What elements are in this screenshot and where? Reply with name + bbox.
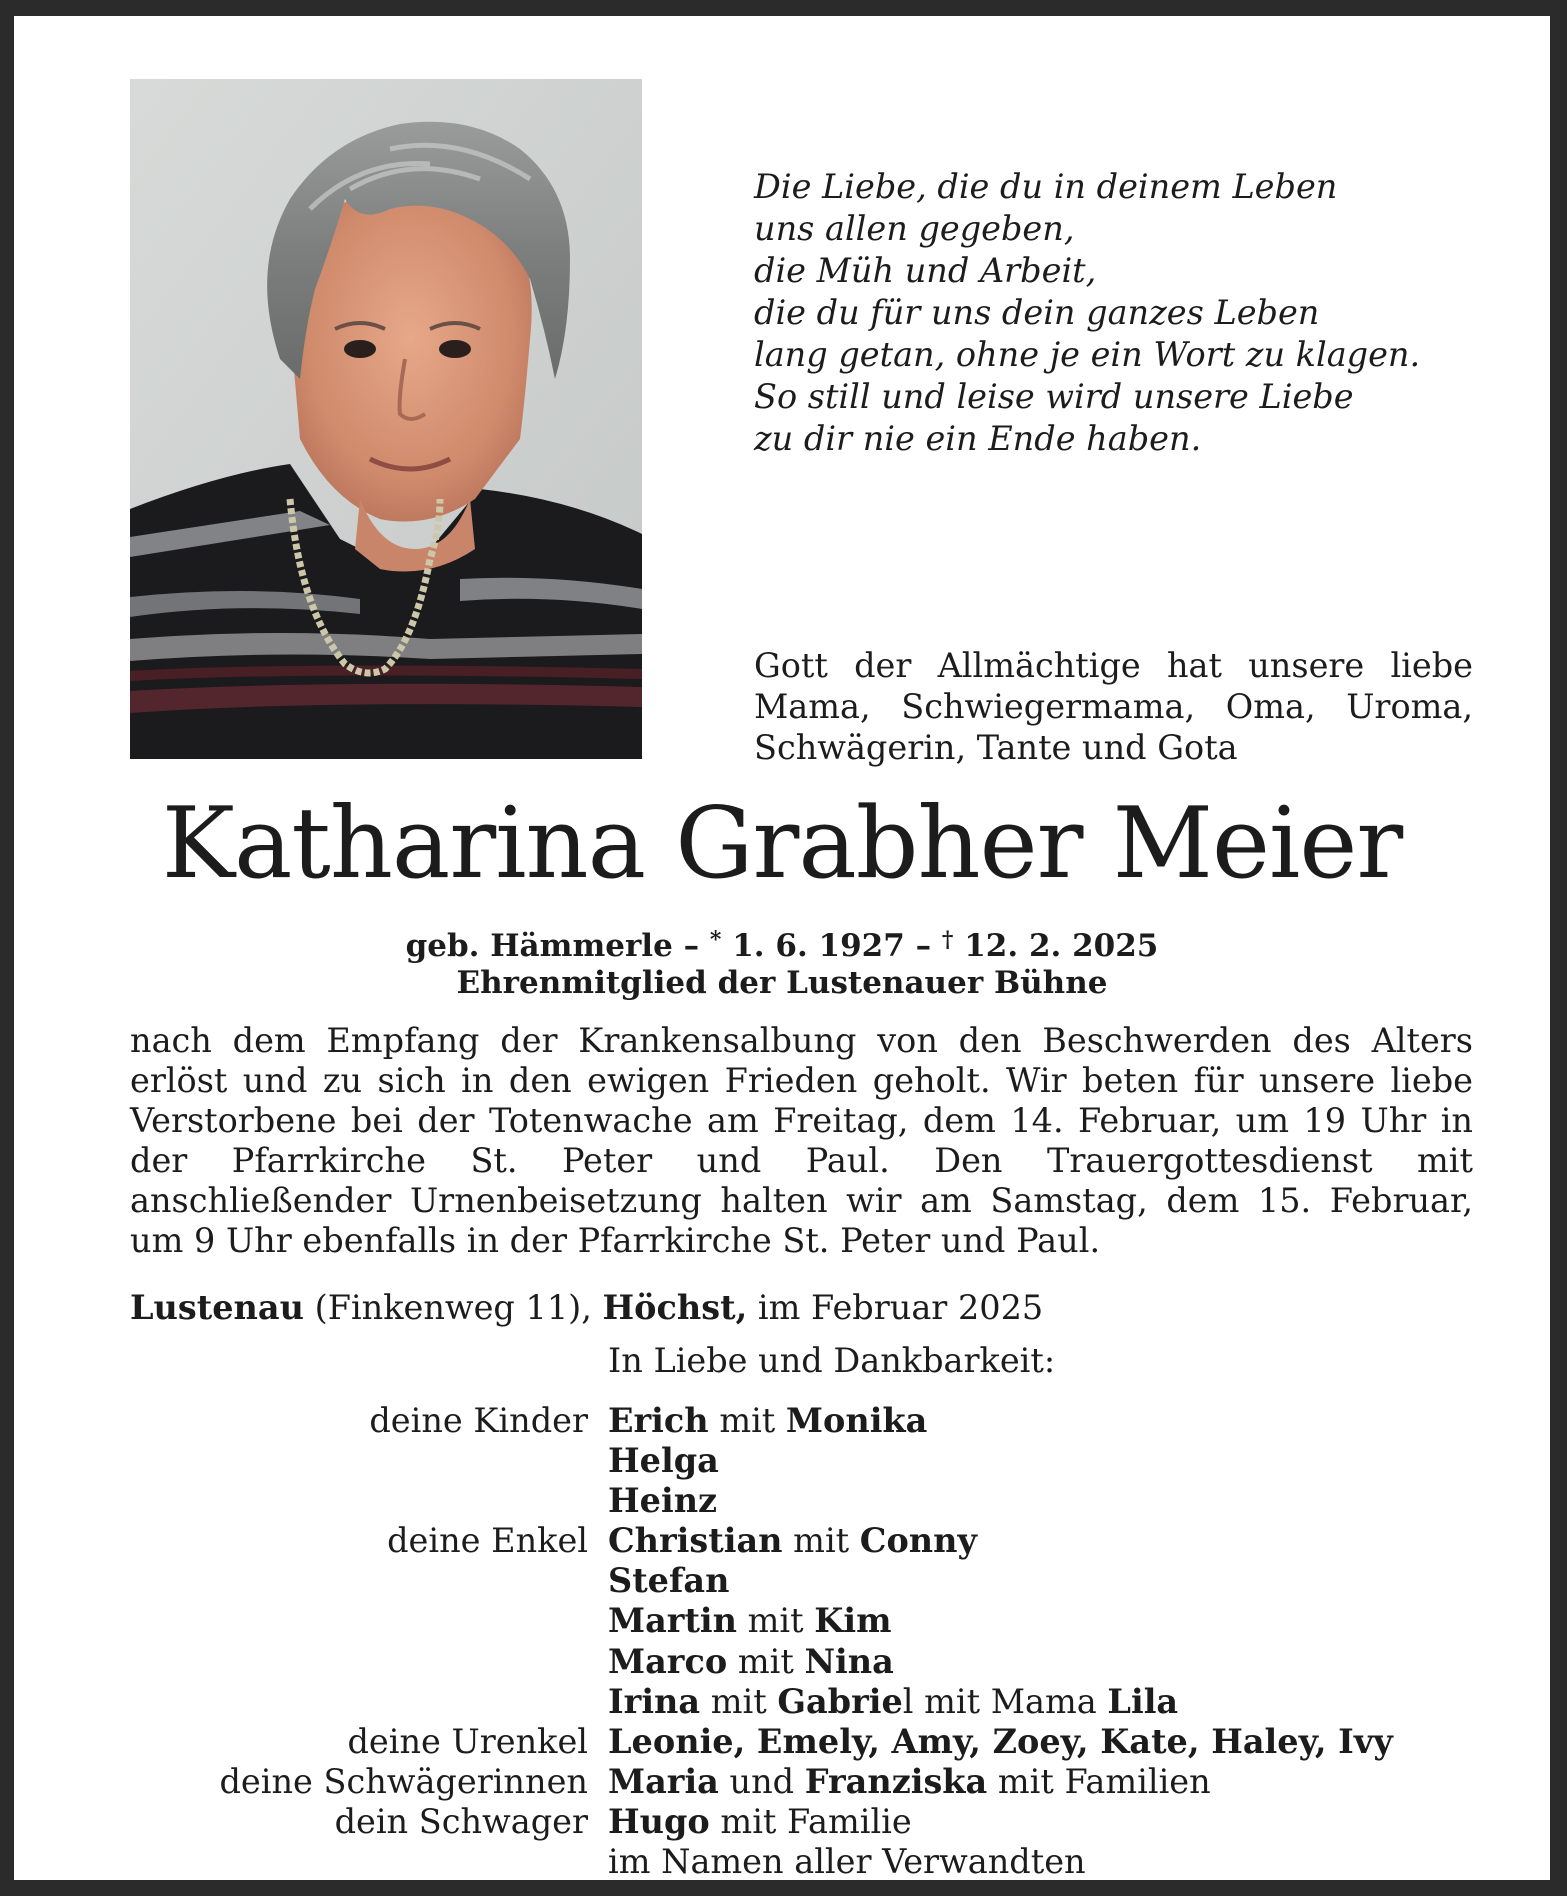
family-connector: im Namen aller Verwandten (608, 1842, 1086, 1882)
family-name: Irina (608, 1681, 701, 1721)
poem-line: lang getan, ohne je ein Wort zu klagen. (754, 335, 1421, 374)
obituary-page (14, 16, 1550, 1880)
family-connector: mit Familien (987, 1761, 1211, 1801)
family-name: Lila (1107, 1681, 1179, 1721)
poem-line: Die Liebe, die du in deinem Leben (754, 167, 1338, 206)
family-connector: mit (700, 1681, 778, 1721)
family-row (14, 1561, 1550, 1601)
family-row (14, 1802, 1550, 1842)
family-name: Martin (608, 1601, 737, 1641)
birth-mark: * (709, 927, 722, 953)
intro-text: Gott der Allmächtige hat unsere liebe Mama, Schwiegermama, Oma, Uroma, Schwägerin, Tante und Gota (754, 646, 1473, 767)
family-name: Gabrie (777, 1681, 903, 1721)
family-name: Stefan (608, 1561, 730, 1601)
honor-line: Ehrenmitglied der Lustenauer Bühne (456, 965, 1108, 1001)
poem (754, 166, 1420, 460)
family-names (608, 1682, 1178, 1722)
poem-line: die du für uns dein ganzes Leben (754, 293, 1320, 332)
family-name: Kim (814, 1601, 892, 1641)
life-dates (14, 922, 1550, 965)
deceased-name: Katharina Grabher Meier (161, 787, 1403, 901)
family-name: Franziska (804, 1761, 988, 1801)
family-names (608, 1762, 1211, 1802)
family-name: Helga (608, 1441, 719, 1481)
place-town-1: Lustenau (130, 1288, 304, 1327)
family-names (608, 1561, 729, 1601)
place-address: (Finkenweg 11), (303, 1288, 603, 1327)
family-row (14, 1842, 1550, 1882)
family-names (608, 1441, 719, 1481)
birth-date: 1. 6. 1927 (732, 928, 905, 964)
family-relation-label: deine Kinder (369, 1401, 588, 1440)
poem-line: die Müh und Arbeit, (754, 251, 1097, 290)
family-connector: mit (782, 1521, 860, 1561)
death-mark: † (941, 927, 954, 953)
family-row (14, 1441, 1550, 1481)
subtitle (14, 922, 1550, 1002)
family-name: Nina (804, 1641, 894, 1681)
family-row (14, 1481, 1550, 1521)
family-row (14, 1521, 1550, 1561)
place-date: im Februar 2025 (747, 1288, 1044, 1327)
family-relation-label: deine Urenkel (347, 1721, 588, 1761)
family-connector: mit (737, 1601, 815, 1641)
family-connector: mit (708, 1401, 786, 1440)
dash: – (683, 928, 700, 964)
body-text: nach dem Empfang der Krankensalbung von den Beschwerden des Alters erlöst und zu sich in den ewigen Frieden geholt. Wir beten für unsere liebe Verstorbene bei der Totenwache am Freitag, dem 14. Februar, um 19 Uhr in der Pfarrkirche St. Peter und Paul. Den Trauergottesdienst mit anschließender Urnenbeisetzung halten wir am Samstag, dem 15. Februar, um 9 Uhr ebenfalls in der Pfarrkirche St. Peter und Paul. (130, 1021, 1473, 1260)
family-names (608, 1642, 894, 1682)
family-list (14, 1401, 1550, 1882)
family-row (14, 1401, 1550, 1441)
family-relation-label: deine Enkel (387, 1521, 588, 1561)
family-name: Heinz (608, 1481, 718, 1521)
poem-line: zu dir nie ein Ende haben. (754, 419, 1202, 458)
family-connector: l mit Mama (902, 1681, 1108, 1721)
poem-line: uns allen gegeben, (754, 209, 1075, 248)
family-name: Conny (859, 1521, 977, 1561)
family-relation-label: dein Schwager (334, 1801, 588, 1841)
portrait-photo (130, 79, 642, 759)
family-row (14, 1682, 1550, 1722)
family-relation-label: deine Schwägerinnen (219, 1761, 588, 1801)
poem-line: So still und leise wird unsere Liebe (754, 377, 1354, 416)
family-names (608, 1601, 892, 1641)
family-name: Christian (608, 1521, 783, 1561)
family-row (14, 1642, 1550, 1682)
family-name: Erich (608, 1401, 709, 1440)
death-date: 12. 2. 2025 (964, 928, 1159, 964)
family-connector: und (718, 1761, 805, 1801)
place-town-2: Höchst, (602, 1288, 748, 1327)
family-connector: mit Familie (709, 1801, 912, 1841)
dash: – (915, 928, 932, 964)
family-connector: mit (727, 1641, 805, 1681)
family-names (608, 1842, 1086, 1882)
family-row (14, 1722, 1550, 1762)
thanks-line: In Liebe und Dankbarkeit: (608, 1341, 1056, 1380)
family-row (14, 1601, 1550, 1641)
family-names (608, 1722, 1393, 1762)
family-name: Maria (608, 1761, 719, 1801)
family-name: Hugo (608, 1801, 710, 1841)
family-name: Marco (608, 1641, 728, 1681)
place-date-line (130, 1288, 1043, 1328)
family-names (608, 1521, 977, 1561)
family-name: Monika (785, 1401, 928, 1440)
family-row (14, 1762, 1550, 1802)
family-names (608, 1401, 927, 1441)
family-name: Leonie, Emely, Amy, Zoey, Kate, Haley, Ivy (608, 1721, 1393, 1761)
born-name: geb. Hämmerle (405, 928, 673, 964)
family-names (608, 1802, 912, 1842)
family-names (608, 1481, 717, 1521)
